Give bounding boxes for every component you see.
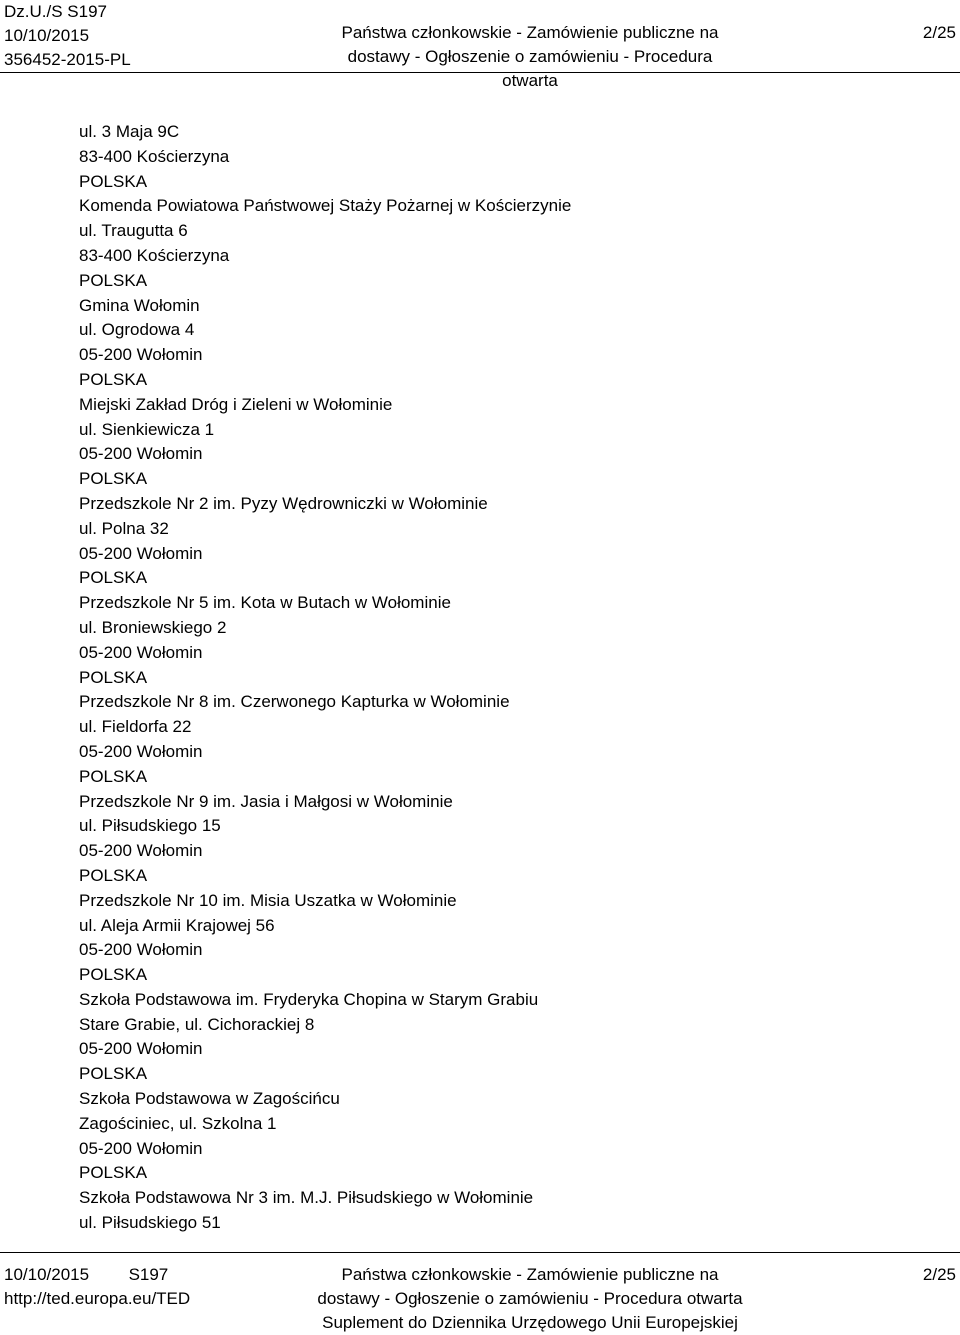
header-date: 10/10/2015 bbox=[4, 26, 90, 45]
address-line: POLSKA bbox=[79, 965, 148, 985]
address-line: POLSKA bbox=[79, 667, 148, 687]
address-line: POLSKA bbox=[79, 171, 148, 191]
address-line: 83-400 Kościerzyna bbox=[79, 146, 230, 166]
address-line: POLSKA bbox=[79, 865, 148, 885]
address-line: ul. Broniewskiego 2 bbox=[79, 617, 227, 637]
address-line: ul. Polna 32 bbox=[79, 518, 169, 538]
address-line: 05-200 Wołomin bbox=[79, 1138, 203, 1158]
address-line: 05-200 Wołomin bbox=[79, 444, 203, 464]
footer-title-line-2: dostawy - Ogłoszenie o zamówieniu - Procedura otwarta bbox=[317, 1289, 743, 1308]
address-line: Miejski Zakład Dróg i Zieleni w Wołominie bbox=[79, 394, 393, 414]
address-line: ul. Piłsudskiego 15 bbox=[79, 816, 221, 836]
footer-issue: S197 bbox=[128, 1265, 169, 1284]
address-line: POLSKA bbox=[79, 369, 148, 389]
header-divider bbox=[0, 72, 960, 73]
address-line: Szkoła Podstawowa Nr 3 im. M.J. Piłsudskiego w Wołominie bbox=[79, 1188, 534, 1208]
footer-title-line-1: Państwa członkowskie - Zamówienie publiczne na bbox=[341, 1265, 719, 1284]
address-line: Gmina Wołomin bbox=[79, 295, 200, 315]
address-line: Szkoła Podstawowa im. Fryderyka Chopina w Starym Grabiu bbox=[79, 989, 539, 1009]
footer-divider bbox=[0, 1252, 960, 1253]
address-line: Przedszkole Nr 2 im. Pyzy Wędrowniczki w Wołominie bbox=[79, 493, 488, 513]
address-line: ul. Piłsudskiego 51 bbox=[79, 1213, 221, 1233]
footer-url-link[interactable]: http://ted.europa.eu/TED bbox=[4, 1289, 191, 1308]
address-line: 05-200 Wołomin bbox=[79, 543, 203, 563]
address-line: Przedszkole Nr 10 im. Misia Uszatka w Wołominie bbox=[79, 890, 457, 910]
header-title bbox=[320, 21, 740, 93]
address-line: 05-200 Wołomin bbox=[79, 642, 203, 662]
address-line: Komenda Powiatowa Państwowej Staży Pożarnej w Kościerzynie bbox=[79, 196, 572, 216]
journal-reference: Dz.U./S S197 bbox=[4, 2, 107, 21]
address-line: 05-200 Wołomin bbox=[79, 1039, 203, 1059]
address-line: Szkoła Podstawowa w Zagościńcu bbox=[79, 1089, 340, 1109]
footer-page-number: 2/25 bbox=[922, 1265, 956, 1284]
address-line: Przedszkole Nr 8 im. Czerwonego Kapturka w Wołominie bbox=[79, 692, 510, 712]
address-line: ul. 3 Maja 9C bbox=[79, 122, 180, 141]
address-line: ul. Fieldorfa 22 bbox=[79, 717, 192, 737]
address-line: 05-200 Wołomin bbox=[79, 841, 203, 861]
address-line: Stare Grabie, ul. Cichorackiej 8 bbox=[79, 1014, 315, 1034]
address-line: ul. Sienkiewicza 1 bbox=[79, 419, 215, 439]
address-line: POLSKA bbox=[79, 270, 148, 290]
address-line: POLSKA bbox=[79, 469, 148, 489]
address-line: 05-200 Wołomin bbox=[79, 741, 203, 761]
header-page-number: 2/25 bbox=[922, 23, 956, 42]
address-line: 05-200 Wołomin bbox=[79, 940, 203, 960]
address-line: 05-200 Wołomin bbox=[79, 345, 203, 365]
footer-date: 10/10/2015 bbox=[4, 1265, 90, 1284]
header-title-line-2: dostawy - Ogłoszenie o zamówieniu - Procedura otwarta bbox=[347, 47, 713, 90]
header-title-line-1: Państwa członkowskie - Zamówienie publiczne na bbox=[341, 23, 719, 42]
footer-title-line-3: Suplement do Dziennika Urzędowego Unii Europejskiej bbox=[322, 1313, 738, 1332]
address-list bbox=[79, 120, 939, 1236]
notice-number: 356452-2015-PL bbox=[4, 50, 131, 69]
address-line: ul. Ogrodowa 4 bbox=[79, 320, 195, 340]
header-left bbox=[4, 0, 131, 72]
address-line: 83-400 Kościerzyna bbox=[79, 245, 230, 265]
footer-title bbox=[300, 1263, 760, 1335]
address-line: POLSKA bbox=[79, 766, 148, 786]
address-line: POLSKA bbox=[79, 568, 148, 588]
address-line: POLSKA bbox=[79, 1064, 148, 1084]
address-line: ul. Aleja Armii Krajowej 56 bbox=[79, 915, 275, 935]
address-line: Przedszkole Nr 9 im. Jasia i Małgosi w Wołominie bbox=[79, 791, 453, 811]
address-line: Zagościniec, ul. Szkolna 1 bbox=[79, 1113, 277, 1133]
address-line: Przedszkole Nr 5 im. Kota w Butach w Wołominie bbox=[79, 593, 451, 613]
address-line: POLSKA bbox=[79, 1163, 148, 1183]
footer-left bbox=[4, 1263, 190, 1311]
address-line: ul. Traugutta 6 bbox=[79, 221, 188, 241]
